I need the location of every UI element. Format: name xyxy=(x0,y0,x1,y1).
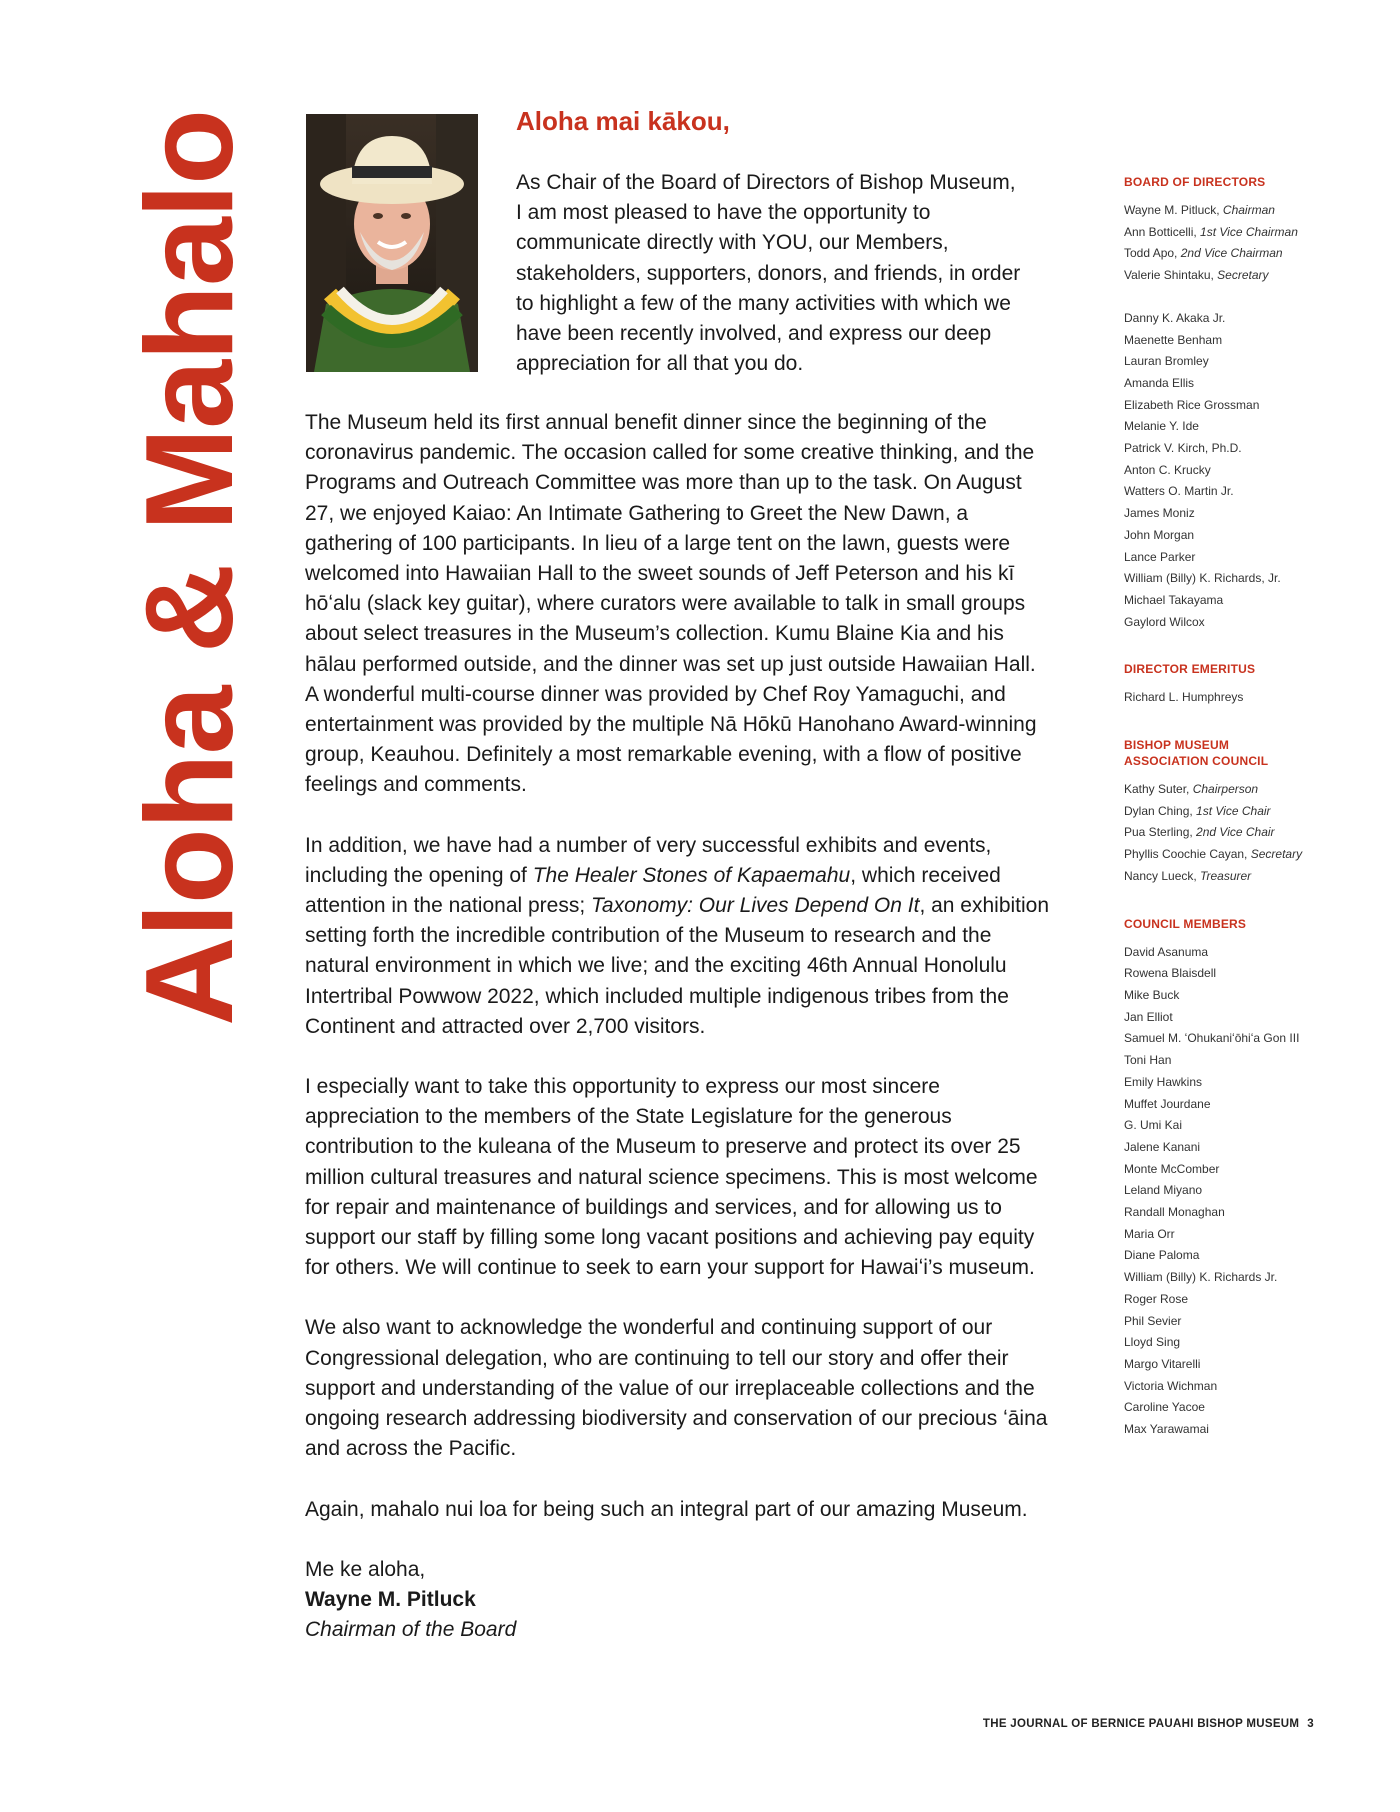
officer-role: 1st Vice Chair xyxy=(1196,803,1271,818)
member-name: William (Billy) K. Richards Jr. xyxy=(1124,1270,1278,1285)
member-name: Gaylord Wilcox xyxy=(1124,614,1205,629)
officer-role: Chairman xyxy=(1222,203,1275,217)
exhibit-title: Taxonomy: Our Lives Depend On It xyxy=(591,894,920,918)
board-sidebar xyxy=(1124,174,1344,1469)
body-paragraph: Again, mahalo nui loa for being such an integral part of our amazing Museum. xyxy=(305,1497,1028,1521)
body-paragraph xyxy=(305,831,1050,1042)
officer-entry xyxy=(1124,866,1344,888)
section-heading: DIRECTOR EMERITUS xyxy=(1124,662,1256,677)
signer-title: Chairman of the Board xyxy=(305,1618,517,1642)
officer-name: Nancy Lueck, xyxy=(1124,868,1201,883)
officer-entry xyxy=(1124,779,1344,801)
text-segment: , which received attention in the national press; xyxy=(305,863,1001,918)
officer-role: Treasurer xyxy=(1200,868,1252,883)
member-name: Roger Rose xyxy=(1124,1291,1189,1306)
member-name: Amanda Ellis xyxy=(1124,375,1195,390)
officer-role: Secretary xyxy=(1250,847,1303,862)
member-name: John Morgan xyxy=(1124,527,1195,542)
officer-role: 2nd Vice Chair xyxy=(1196,825,1275,840)
page-footer xyxy=(983,1718,1314,1730)
officer-name: Valerie Shintaku, xyxy=(1124,268,1218,283)
member-name: Danny K. Akaka Jr. xyxy=(1124,310,1226,325)
text-segment: , an exhibition setting forth the incredible contribution of the Museum to research and the natural environment in which we live; and the exciting 46th Annual Honolulu Intertribal Powwow 2022, which included multiple indigenous tribes from the Continent and attracted over 2,700 visitors. xyxy=(305,894,1050,1038)
member-name: Melanie Y. Ide xyxy=(1124,419,1199,434)
signature-block xyxy=(305,1555,1050,1646)
member-name: G. Umi Kai xyxy=(1124,1118,1183,1133)
text-segment: In addition, we have had a number of very successful exhibits and events, including the opening of xyxy=(305,833,992,887)
body-paragraph: We also want to acknowledge the wonderful and continuing support of our Congressional delegation, who are continuing to tell our story and offer their support and understanding of the value of our irreplaceable collections and the ongoing research addressing biodiversity and conservation of our precious ʻāina and across the Pacific. xyxy=(305,1316,1048,1461)
officer-entry xyxy=(1124,200,1344,222)
member-name: Emily Hawkins xyxy=(1124,1074,1203,1089)
officer-name: Todd Apo, xyxy=(1124,246,1181,261)
member-name: Phil Sevier xyxy=(1124,1313,1182,1328)
member-name: Caroline Yacoe xyxy=(1124,1400,1205,1415)
member-name: Jalene Kanani xyxy=(1124,1139,1201,1154)
member-name: Jan Elliot xyxy=(1124,1009,1173,1024)
officer-entry xyxy=(1124,265,1344,287)
heading-line: BISHOP MUSEUM xyxy=(1124,738,1230,753)
page-title: Aloha & Mahalo xyxy=(120,109,259,1027)
officer-name: Dylan Ching, xyxy=(1124,803,1197,818)
officer-name: Kathy Suter, xyxy=(1124,782,1193,797)
board-of-directors xyxy=(1124,174,1344,633)
officer-name: Phyllis Coochie Cayan, xyxy=(1124,847,1251,862)
director-emeritus xyxy=(1124,661,1344,709)
closing: Me ke aloha, xyxy=(305,1557,426,1581)
member-name: Monte McComber xyxy=(1124,1161,1220,1176)
member-name: Toni Han xyxy=(1124,1053,1172,1068)
officer-entry xyxy=(1124,822,1344,844)
officer-entry xyxy=(1124,844,1344,866)
member-name: James Moniz xyxy=(1124,506,1195,521)
board-members xyxy=(1124,308,1344,634)
board-officers xyxy=(1124,200,1344,287)
signer-name: Wayne M. Pitluck xyxy=(305,1587,476,1611)
heading-line: ASSOCIATION COUNCIL xyxy=(1124,754,1269,769)
chairman-portrait xyxy=(306,114,478,372)
vertical-page-title xyxy=(120,108,259,1028)
member-name: Lloyd Sing xyxy=(1124,1335,1181,1350)
council-list xyxy=(1124,942,1344,1441)
association-officers xyxy=(1124,779,1344,888)
body-paragraph: The Museum held its first annual benefit dinner since the beginning of the coronavirus pandemic. The occasion called for some creative thinking, and the Programs and Outreach Committee was more than up to the task. On August 27, we enjoyed Kaiao: An Intimate Gathering to Greet the New Dawn, a gathering of 100 participants. In lieu of a large tent on the lawn, guests were welcomed into Hawaiian Hall to the sweet sounds of Jeff Peterson and his kī hōʻalu (slack key guitar), where curators were available to talk in small groups about select treasures in the Museum’s collection. Kumu Blaine Kia and his hālau performed outside, and the dinner was set up just outside Hawaiian Hall. A wonderful multi-course dinner was provided by Chef Roy Yamaguchi, and entertainment was provided by the multiple Nā Hōkū Hanohano Award-winning group, Keauhou. Definitely a most remarkable evening, with a flow of positive feelings and comments. xyxy=(305,411,1037,797)
member-name: Lauran Bromley xyxy=(1124,354,1209,369)
officer-name: Ann Botticelli, xyxy=(1124,224,1201,239)
member-name: Samuel M. ʻOhukaniʻōhiʻa Gon III xyxy=(1124,1031,1300,1046)
member-name: Diane Paloma xyxy=(1124,1248,1200,1263)
member-name: Maenette Benham xyxy=(1124,332,1223,347)
member-name: Muffet Jourdane xyxy=(1124,1096,1211,1111)
member-name: Michael Takayama xyxy=(1124,592,1224,607)
intro-paragraph: As Chair of the Board of Directors of Bishop Museum, I am most pleased to have the opportunity to communicate directly with YOU, our Members, stakeholders, supporters, donors, and friends, in order to highlight a few of the many activities with which we have been recently involved, and express our deep appreciation for all that you do. xyxy=(516,171,1021,376)
officer-role: 1st Vice Chairman xyxy=(1200,224,1298,239)
exhibit-title: The Healer Stones of Kapaemahu xyxy=(532,863,851,887)
section-heading: BOARD OF DIRECTORS xyxy=(1124,175,1266,189)
council-members xyxy=(1124,916,1344,1441)
officer-name: Wayne M. Pitluck, xyxy=(1124,203,1223,217)
salutation: Aloha mai kākou, xyxy=(516,106,730,136)
officer-entry xyxy=(1124,243,1344,265)
member-name: Anton C. Krucky xyxy=(1124,462,1211,477)
member-name: Mike Buck xyxy=(1124,987,1180,1002)
page-number: 3 xyxy=(1307,1718,1314,1730)
section-heading: COUNCIL MEMBERS xyxy=(1124,916,1247,931)
officer-entry xyxy=(1124,222,1344,244)
member-name: William (Billy) K. Richards, Jr. xyxy=(1124,571,1281,586)
section-heading xyxy=(1124,737,1344,769)
portrait-illustration xyxy=(306,114,478,372)
member-name: Leland Miyano xyxy=(1124,1183,1203,1198)
officer-role: Secretary xyxy=(1217,268,1269,283)
member-name: Watters O. Martin Jr. xyxy=(1124,484,1234,499)
emeritus-members xyxy=(1124,687,1344,709)
journal-name: THE JOURNAL OF BERNICE PAUAHI BISHOP MUSEUM xyxy=(982,1718,1300,1730)
association-council xyxy=(1124,737,1344,888)
officer-entry xyxy=(1124,801,1344,823)
member-name: Richard L. Humphreys xyxy=(1124,690,1244,705)
member-name: Lance Parker xyxy=(1124,549,1196,564)
officer-role: Chairperson xyxy=(1192,782,1259,797)
member-name: Randall Monaghan xyxy=(1124,1205,1225,1220)
member-name: Maria Orr xyxy=(1124,1226,1175,1241)
member-name: Rowena Blaisdell xyxy=(1124,966,1217,981)
member-name: Margo Vitarelli xyxy=(1124,1356,1201,1371)
member-name: David Asanuma xyxy=(1124,944,1209,959)
letter-body xyxy=(305,408,1050,1675)
officer-name: Pua Sterling, xyxy=(1124,825,1197,840)
member-name: Elizabeth Rice Grossman xyxy=(1124,397,1260,412)
officer-role: 2nd Vice Chairman xyxy=(1180,246,1283,261)
member-name: Victoria Wichman xyxy=(1124,1378,1218,1393)
member-name: Patrick V. Kirch, Ph.D. xyxy=(1124,441,1242,456)
member-name: Max Yarawamai xyxy=(1124,1422,1209,1437)
body-paragraph: I especially want to take this opportunity to express our most sincere appreciation to the members of the State Legislature for the generous contribution to the kuleana of the Museum to preserve and protect its over 25 million cultural treasures and natural science specimens. This is most welcome for repair and maintenance of buildings and services, and for allowing us to support our staff by filling some long vacant positions and achieving pay equity for others. We will continue to seek to earn your support for Hawaiʻi’s museum. xyxy=(305,1075,1038,1280)
